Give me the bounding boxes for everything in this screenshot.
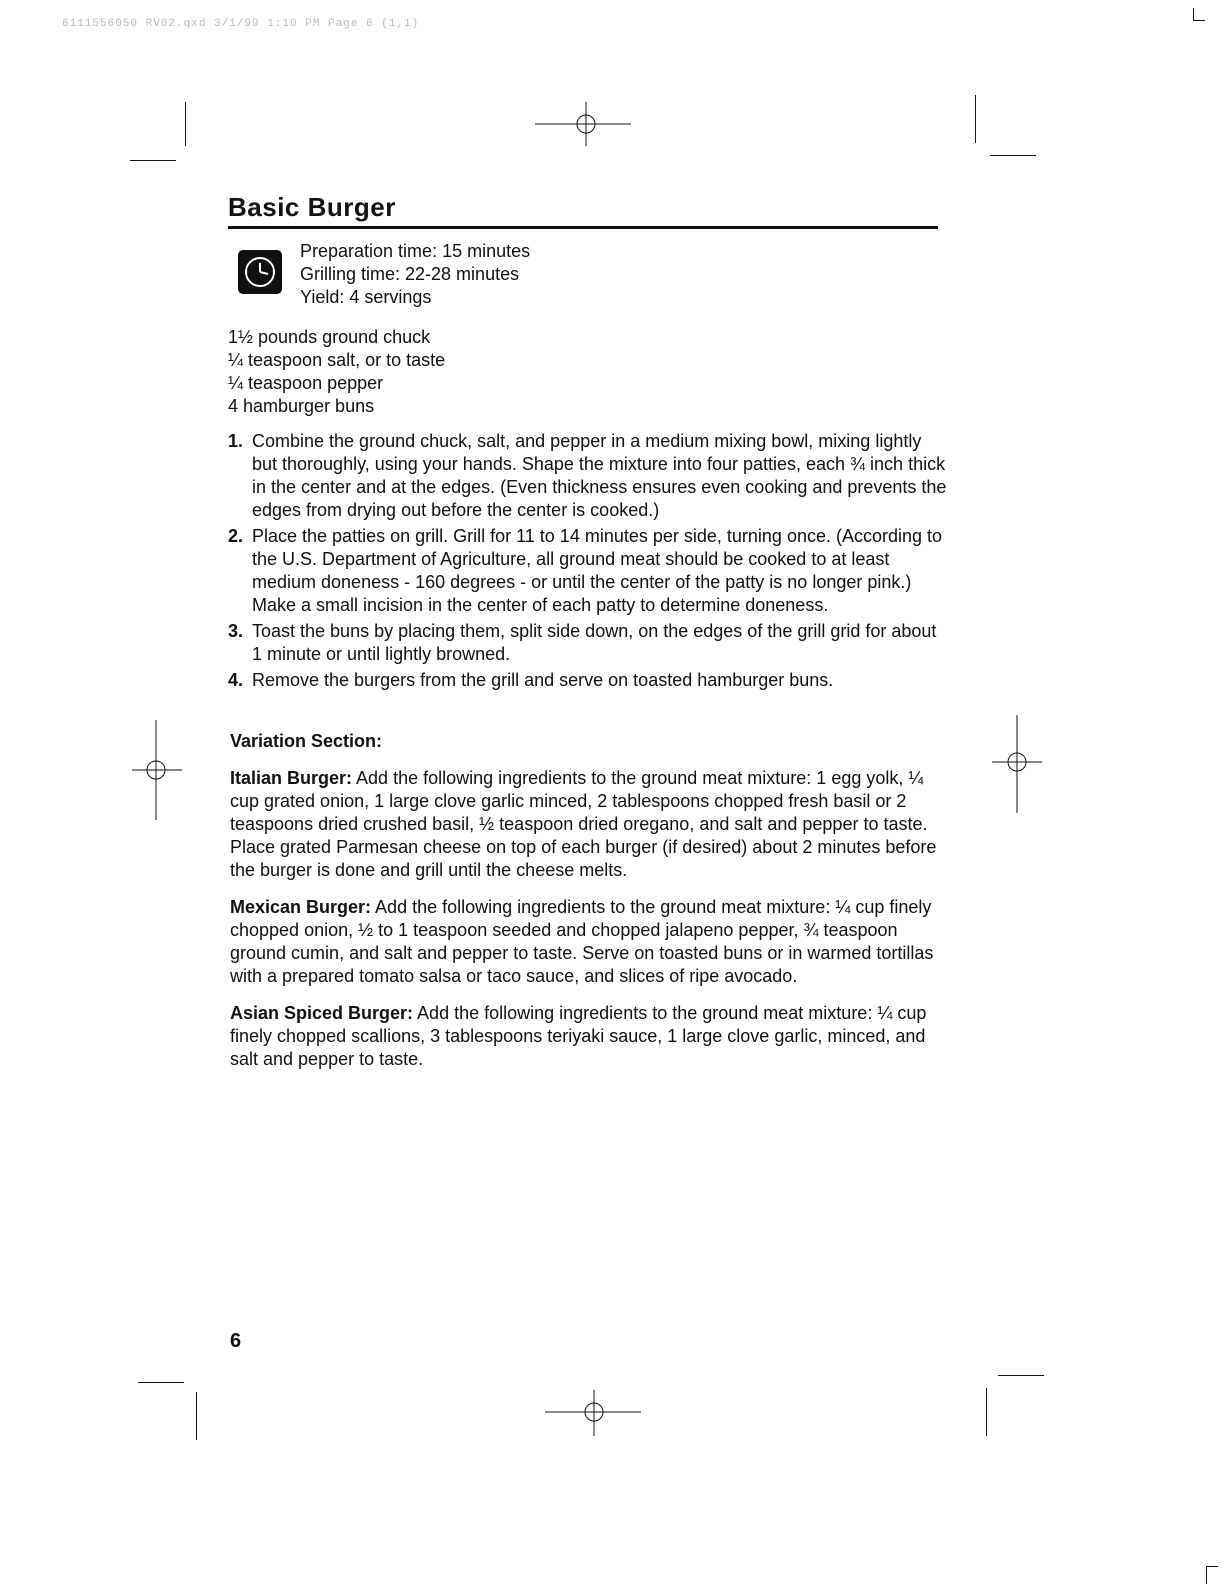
step [228,620,948,666]
crop-mark [1206,1566,1207,1584]
crop-mark [1206,1566,1218,1567]
variation-heading: Variation Section: [230,731,383,751]
ingredient: ¼ teaspoon pepper [228,373,384,393]
ingredient: ¼ teaspoon salt, or to taste [228,350,446,370]
variation-name: Asian Spiced Burger: [230,1003,414,1023]
variation-text: Add the following ingredients to the ground meat mixture: 1 egg yolk, ¼ cup grated onion, 1 large clove garlic minced, 2 tablespoons chopped fresh basil or 2 teaspoons dried crushed basil, ½ teaspoon dried oregano, and salt and pepper to taste. Place grated Parmesan cheese on top of each burger (if desired) about 2 minutes before the burger is done and grill until the cheese melts. [230,768,937,880]
crop-mark [1193,20,1205,21]
crop-mark [986,1388,987,1436]
ingredient: 4 hamburger buns [228,396,375,416]
ingredient-list [228,326,445,418]
registration-mark-bottom [545,1388,645,1438]
variation-name: Italian Burger: [230,768,353,788]
registration-mark-top [535,100,635,150]
variation-section [230,730,950,1085]
crop-mark [998,1375,1044,1376]
title-rule [228,226,938,229]
crop-mark [138,1382,184,1383]
recipe-meta [300,240,530,309]
step-text: Place the patties on grill. Grill for 11 to 14 minutes per side, turning once. (According to the U.S. Department of Agriculture, all ground meat should be cooked to at least medium doneness - 160 degrees - or until the center of the patty is no longer pink.) Make a small incision in the center of each patty to determine doneness. [252,526,943,615]
step-number: 2. [228,526,244,546]
step [228,525,948,617]
variation [230,767,950,882]
page-title: Basic Burger [228,192,396,222]
step [228,669,948,692]
prep-time: Preparation time: 15 minutes [300,241,531,261]
crop-mark [990,155,1036,156]
step-text: Remove the burgers from the grill and serve on toasted hamburger buns. [252,670,834,690]
ingredient: 1½ pounds ground chuck [228,327,431,347]
instruction-steps [228,430,948,695]
step-number: 4. [228,670,244,690]
variation [230,896,950,988]
step-text: Toast the buns by placing them, split side down, on the edges of the grill grid for about 1 minute or until lightly browned. [252,621,937,664]
crop-mark [196,1392,197,1440]
variation-text: Add the following ingredients to the ground meat mixture: ¼ cup finely chopped onion, ½ to 1 teaspoon seeded and chopped jalapeno pepper, ¾ teaspoon ground cumin, and salt and pepper to taste. Serve on toasted buns or in warmed tortillas with a prepared tomato salsa or taco sauce, and slices of ripe avocado. [230,897,934,986]
step [228,430,948,522]
crop-mark [1193,8,1194,20]
crop-mark [975,95,976,143]
print-slug: 6111556050 RV02.qxd 3/1/99 1:10 PM Page 6 (1,1) [62,18,420,30]
crop-mark [185,102,186,146]
page-number: 6 [230,1330,242,1352]
step-number: 1. [228,431,244,451]
yield: Yield: 4 servings [300,287,432,307]
registration-mark-right [990,715,1050,815]
variation [230,1002,950,1071]
grill-time: Grilling time: 22-28 minutes [300,264,520,284]
crop-mark [130,160,176,161]
step-text: Combine the ground chuck, salt, and pepper in a medium mixing bowl, mixing lightly but thoroughly, using your hands. Shape the mixture into four patties, each ¾ inch thick in the center and at the edges. (Even thickness ensures even cooking and prevents the edges from drying out before the center is cooked.) [252,431,947,520]
variation-text: Add the following ingredients to the ground meat mixture: ¼ cup finely chopped scallions, 3 tablespoons teriyaki sauce, 1 large clove garlic, minced, and salt and pepper to taste. [230,1003,927,1069]
variation-name: Mexican Burger: [230,897,372,917]
step-number: 3. [228,621,244,641]
registration-mark-left [130,720,190,820]
clock-icon [238,250,282,294]
